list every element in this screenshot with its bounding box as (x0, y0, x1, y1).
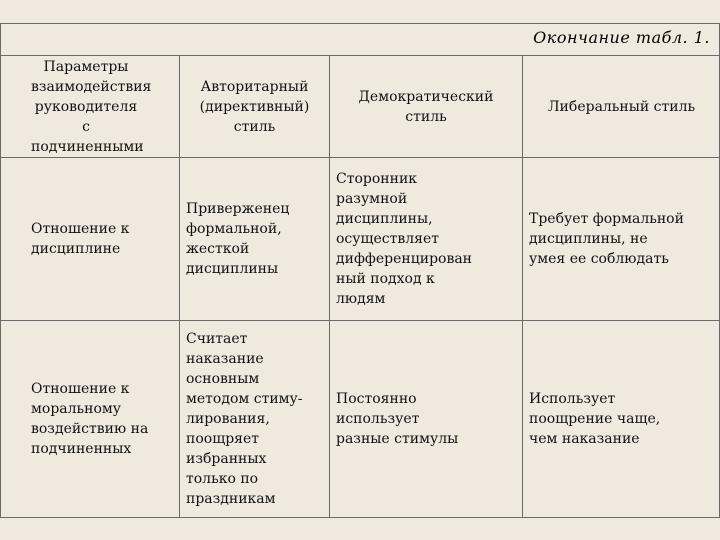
cell-liberal-text: Требует формальной дисциплины, не умея ее соблюдать (529, 211, 684, 267)
table-row (1, 321, 720, 518)
cell-liberal (523, 321, 720, 518)
cell-authoritarian (180, 321, 330, 518)
header-democratic-text: Демократический стиль (358, 88, 494, 125)
cell-authoritarian-text: Приверженец формальной, жесткой дисциплины (186, 201, 290, 277)
cell-democratic (330, 321, 523, 518)
table-caption: Окончание табл. 1. (533, 28, 710, 47)
cell-liberal (523, 158, 720, 321)
cell-param-text: Отношение к дисциплине (31, 221, 130, 257)
comparison-table (0, 55, 720, 518)
cell-democratic-text: Постоянно использует разные стимулы (336, 391, 459, 447)
header-democratic (330, 56, 523, 158)
header-liberal-text: Либеральный стиль (547, 98, 696, 115)
cell-authoritarian-text: Считает наказание основным методом стиму-лирования, поощряет избранных только по праздникам (186, 331, 303, 507)
cell-param-text: Отношение к моральному воздействию на подчиненных (31, 381, 149, 457)
header-parameters (1, 56, 180, 158)
cell-liberal-text: Использует поощрение чаще, чем наказание (529, 391, 661, 447)
header-authoritarian-text: Авторитарный (директивный) стиль (199, 78, 310, 135)
cell-authoritarian (180, 158, 330, 321)
header-authoritarian (180, 56, 330, 158)
table-row (1, 158, 720, 321)
cell-democratic (330, 158, 523, 321)
cell-param (1, 321, 180, 518)
cell-democratic-text: Сторонник разумной дисциплины, осуществляет дифференцирован ный подход к людям (336, 171, 473, 307)
table-header-row (1, 56, 720, 158)
table-frame-top (0, 23, 720, 24)
header-liberal (523, 56, 720, 158)
cell-param (1, 158, 180, 321)
header-parameters-text: Параметры взаимодействия руководителя с подчиненными (31, 58, 152, 155)
